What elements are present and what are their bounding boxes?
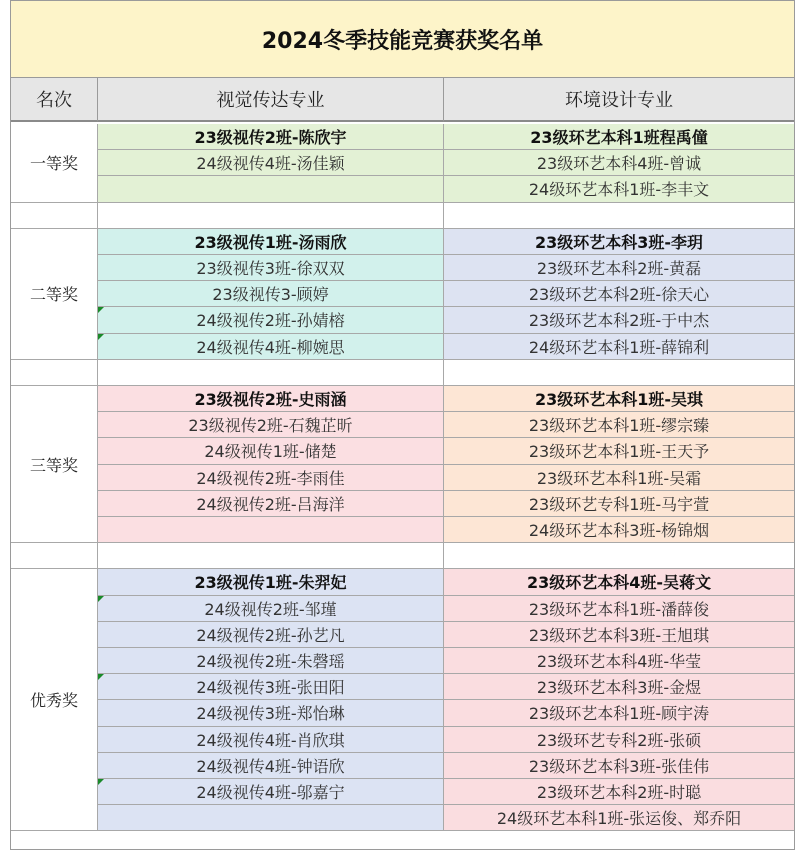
visual-winner-cell: 24级视传2班-孙婧榕	[98, 307, 444, 333]
rank-cell: 优秀奖	[11, 569, 98, 831]
visual-winner-cell: 24级视传2班-邹瑾	[98, 596, 444, 622]
visual-winner-cell: 24级视传2班-孙艺凡	[98, 622, 444, 648]
rank-cell: 一等奖	[11, 124, 98, 203]
visual-winner-cell: 23级视传1班-朱羿妃	[98, 569, 444, 595]
visual-winner-cell: 24级视传2班-吕海洋	[98, 491, 444, 517]
award-table	[10, 0, 795, 850]
env-winner-cell: 23级环艺本科3班-金煜	[444, 674, 794, 700]
env-winner-cell: 23级环艺专科2班-张硕	[444, 727, 794, 753]
env-winner-cell: 23级环艺本科4班-吴蒋文	[444, 569, 794, 595]
env-winner-cell: 23级环艺本科1班-顾宇涛	[444, 700, 794, 726]
visual-winner-cell: 24级视传3班-郑怡琳	[98, 700, 444, 726]
spacer-cell	[444, 360, 794, 386]
visual-winner-cell: 24级视传1班-储楚	[98, 438, 444, 464]
spacer-cell	[11, 360, 98, 386]
env-winner-cell: 23级环艺本科1班-缪宗臻	[444, 412, 794, 438]
env-winner-cell: 24级环艺本科1班-薛锦利	[444, 334, 794, 360]
env-winner-cell: 23级环艺本科1班-吴琪	[444, 386, 794, 412]
visual-winner-cell	[98, 176, 444, 202]
visual-winner-cell	[98, 805, 444, 831]
visual-winner-cell: 23级视传1班-汤雨欣	[98, 229, 444, 255]
comment-marker-icon	[98, 596, 104, 602]
visual-winner-cell: 24级视传3班-张田阳	[98, 674, 444, 700]
header-environment-design: 环境设计专业	[444, 78, 794, 122]
env-winner-cell: 23级环艺本科4班-华莹	[444, 648, 794, 674]
env-winner-cell: 23级环艺本科1班-王天予	[444, 438, 794, 464]
spacer-cell	[11, 203, 98, 229]
env-winner-cell: 23级环艺本科3班-王旭琪	[444, 622, 794, 648]
visual-winner-cell: 23级视传2班-陈欣宇	[98, 124, 444, 150]
env-winner-cell: 23级环艺本科1班-吴霜	[444, 465, 794, 491]
spacer-cell	[444, 203, 794, 229]
table-title: 2024冬季技能竞赛获奖名单	[11, 1, 794, 78]
visual-winner-cell: 24级视传4班-柳婉思	[98, 334, 444, 360]
visual-winner-cell: 23级视传2班-史雨涵	[98, 386, 444, 412]
env-winner-cell: 23级环艺本科2班-黄磊	[444, 255, 794, 281]
spacer-cell	[98, 543, 444, 569]
spacer-cell	[98, 360, 444, 386]
env-winner-cell: 23级环艺本科3班-李玥	[444, 229, 794, 255]
visual-winner-cell: 24级视传4班-汤佳颖	[98, 150, 444, 176]
env-winner-cell: 24级环艺本科1班-张运俊、郑乔阳	[444, 805, 794, 831]
env-winner-cell: 23级环艺本科2班-徐天心	[444, 281, 794, 307]
visual-winner-cell: 23级视传3-顾婷	[98, 281, 444, 307]
header-rank: 名次	[11, 78, 98, 122]
env-winner-cell: 24级环艺本科3班-杨锦烟	[444, 517, 794, 543]
comment-marker-icon	[98, 334, 104, 340]
env-winner-cell: 23级环艺本科1班-潘薛俊	[444, 596, 794, 622]
spacer-cell	[98, 203, 444, 229]
env-winner-cell: 23级环艺本科3班-张佳伟	[444, 753, 794, 779]
visual-winner-cell: 24级视传2班-李雨佳	[98, 465, 444, 491]
spacer-cell	[11, 543, 98, 569]
env-winner-cell: 23级环艺本科2班-于中杰	[444, 307, 794, 333]
comment-marker-icon	[98, 779, 104, 785]
visual-winner-cell: 24级视传4班-肖欣琪	[98, 727, 444, 753]
spacer-cell	[444, 543, 794, 569]
env-winner-cell: 23级环艺本科4班-曾诚	[444, 150, 794, 176]
rank-cell: 二等奖	[11, 229, 98, 360]
comment-marker-icon	[98, 674, 104, 680]
env-winner-cell: 23级环艺本科2班-时聪	[444, 779, 794, 805]
comment-marker-icon	[98, 307, 104, 313]
env-winner-cell: 23级环艺本科1班程禹僮	[444, 124, 794, 150]
visual-winner-cell: 24级视传2班-朱磬瑶	[98, 648, 444, 674]
env-winner-cell: 24级环艺本科1班-李丰文	[444, 176, 794, 202]
env-winner-cell: 23级环艺专科1班-马宇萱	[444, 491, 794, 517]
visual-winner-cell: 23级视传3班-徐双双	[98, 255, 444, 281]
visual-winner-cell: 24级视传4班-邬嘉宁	[98, 779, 444, 805]
visual-winner-cell	[98, 517, 444, 543]
visual-winner-cell: 24级视传4班-钟语欣	[98, 753, 444, 779]
header-visual-design: 视觉传达专业	[98, 78, 444, 122]
visual-winner-cell: 23级视传2班-石魏芷昕	[98, 412, 444, 438]
rank-cell: 三等奖	[11, 386, 98, 543]
